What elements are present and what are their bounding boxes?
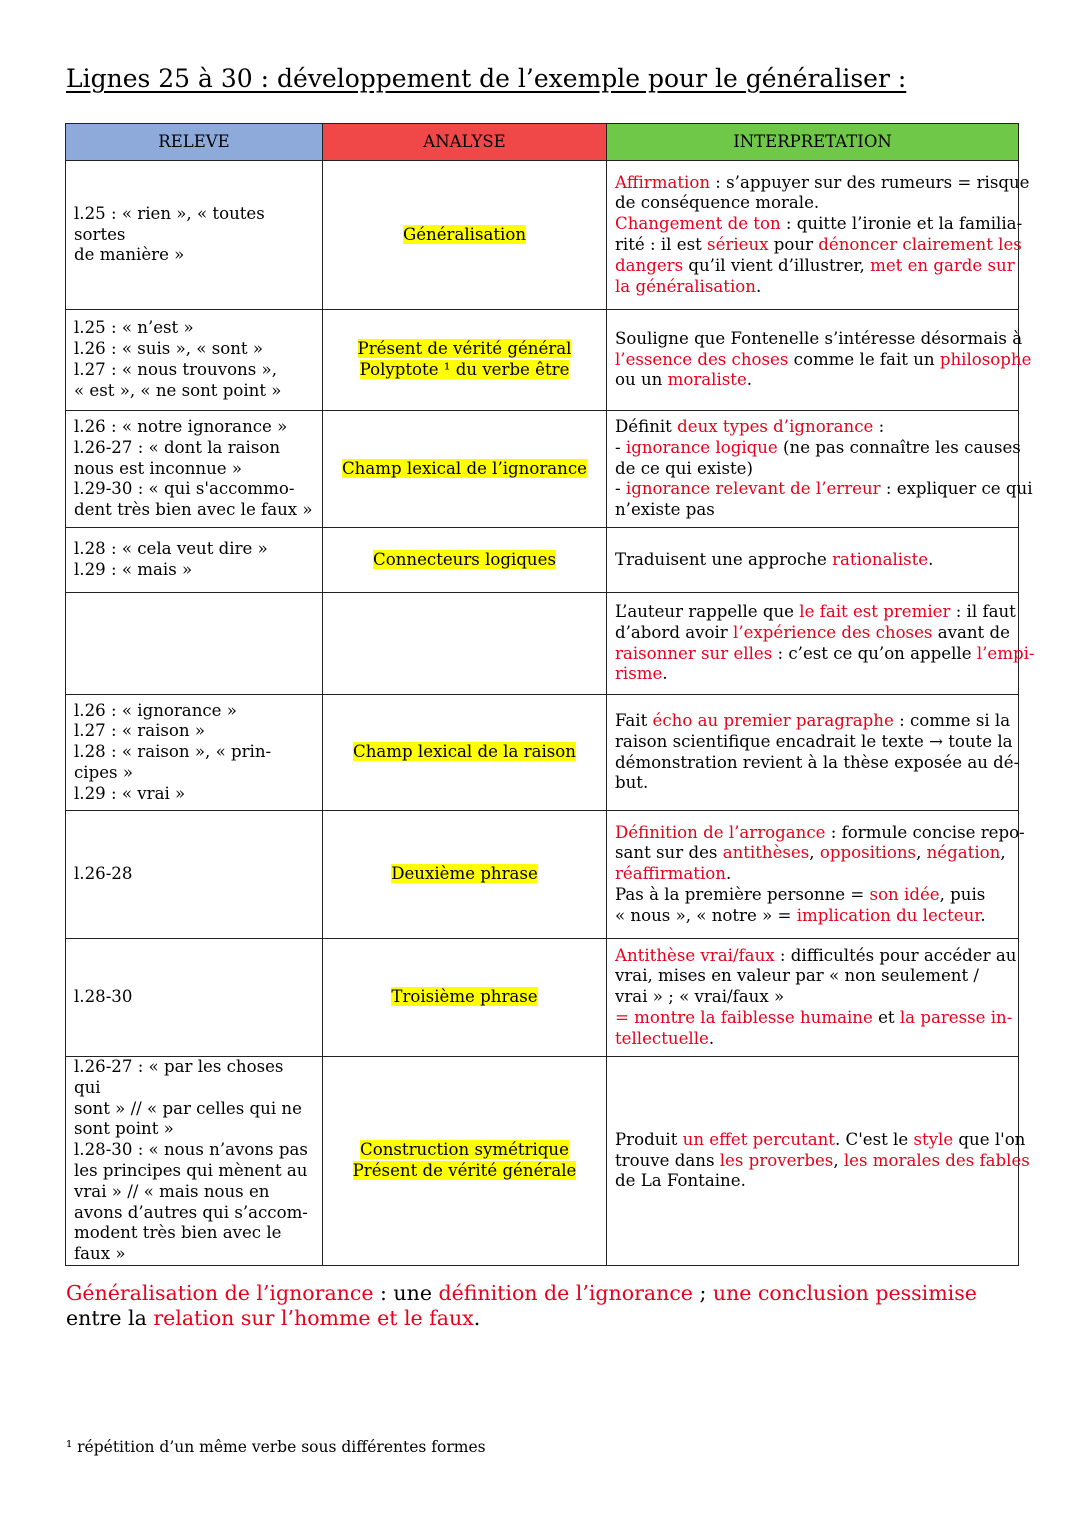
body-text: d’abord avoir xyxy=(615,622,734,642)
releve-line: nous est inconnue » xyxy=(74,458,243,478)
interpretation-line xyxy=(615,328,1023,350)
releve-line: l.29 : « vrai » xyxy=(74,783,186,803)
body-text: : s’appuyer sur des rumeurs = risque xyxy=(710,172,1030,192)
releve-line: faux » xyxy=(74,1244,126,1264)
emphasis-text: deux types d’ignorance xyxy=(677,417,874,436)
table-row xyxy=(66,528,1019,593)
body-text: de La Fontaine. xyxy=(615,1171,746,1191)
table-row xyxy=(66,161,1019,310)
analyse-cell xyxy=(323,593,607,695)
interpretation-line xyxy=(615,664,1010,685)
releve-line: sont point » xyxy=(74,1119,174,1139)
emphasis-text: implication du lecteur xyxy=(796,905,981,925)
body-text: , puis xyxy=(939,884,986,904)
releve-line: l.26-27 : « par les choses qui xyxy=(74,1057,284,1097)
releve-line: « est », « ne sont point » xyxy=(74,380,282,400)
releve-line: cipes » xyxy=(74,762,133,782)
emphasis-text: dénoncer clairement les xyxy=(818,235,1022,254)
body-text: , xyxy=(833,1150,844,1170)
releve-line: modent très bien avec le xyxy=(74,1223,282,1243)
body-text: - xyxy=(615,479,626,499)
emphasis-text: l’expérience des choses xyxy=(733,622,933,642)
interpretation-line xyxy=(615,500,1010,521)
body-text: que l'on xyxy=(953,1129,1026,1149)
interpretation-line xyxy=(615,731,1013,753)
releve-line: l.25 : « rien », « toutes sortes xyxy=(74,203,265,244)
releve-cell xyxy=(66,528,323,593)
emphasis-text: ignorance relevant de l’erreur xyxy=(625,479,881,499)
emphasis-text: l’empi- xyxy=(976,643,1035,663)
table-row xyxy=(66,1057,1019,1266)
body-text: Pas à la première personne = xyxy=(615,884,870,904)
body-text: . xyxy=(708,1028,715,1048)
interpretation-line xyxy=(615,623,1010,644)
interpretation-cell xyxy=(607,310,1032,411)
interpretation-line xyxy=(615,752,1020,774)
interpretation-line xyxy=(615,255,1015,277)
body-text: Définit xyxy=(615,417,678,436)
interpretation-cell xyxy=(607,1057,1030,1266)
body-text: de ce qui existe) xyxy=(615,458,753,478)
body-text: vrai » ; « vrai/faux » xyxy=(615,987,785,1007)
body-text: vrai, mises en valeur par « non seulement / xyxy=(615,966,980,986)
emphasis-text: Affirmation xyxy=(615,172,711,192)
emphasis-text: écho au premier paragraphe xyxy=(652,710,894,730)
body-text: « nous », « notre » = xyxy=(615,905,797,925)
interpretation-line xyxy=(615,459,1010,480)
emphasis-text: risme xyxy=(615,664,663,684)
table-row xyxy=(66,593,1019,695)
emphasis-text: ignorance logique xyxy=(625,437,778,457)
emphasis-text: style xyxy=(913,1129,954,1149)
interpretation-line xyxy=(615,906,1010,927)
body-text: : expliquer ce qui xyxy=(880,479,1033,499)
interpretation-line xyxy=(615,966,1010,987)
body-text: : xyxy=(873,417,885,436)
body-text: : il faut xyxy=(950,601,1016,621)
analyse-cell xyxy=(323,411,607,528)
body-text: pour xyxy=(768,235,819,254)
analyse-label: Connecteurs logiques xyxy=(373,549,556,569)
releve-cell xyxy=(66,695,323,811)
body-text: . C'est le xyxy=(834,1129,914,1149)
releve-line: l.28 : « cela veut dire » xyxy=(74,539,268,559)
releve-cell xyxy=(66,939,323,1057)
body-text: raison scientifique encadrait le texte → toute la xyxy=(615,731,1013,751)
conclusion xyxy=(66,1281,1021,1331)
emphasis-text: la généralisation xyxy=(615,276,756,296)
emphasis-text: Antithèse vrai/faux xyxy=(615,945,775,965)
interpretation-line xyxy=(615,843,1010,864)
body-text: . xyxy=(928,549,934,569)
releve-cell xyxy=(66,411,323,528)
body-text: , xyxy=(916,843,927,863)
body-text: comme le fait un xyxy=(788,349,940,369)
emphasis-text: les morales des fables xyxy=(843,1150,1030,1170)
emphasis-text: réaffirmation xyxy=(615,864,726,884)
body-text: Fait xyxy=(615,710,653,730)
analyse-label: Construction symétrique xyxy=(360,1140,569,1160)
interpretation-cell xyxy=(607,411,1033,528)
body-text: (ne pas connaître les causes xyxy=(777,437,1021,457)
analyse-cell xyxy=(323,1057,607,1266)
releve-line: sont » // « par celles qui ne xyxy=(74,1098,302,1118)
emphasis-text: la paresse in- xyxy=(899,1007,1013,1027)
emphasis-text: Définition de l’arrogance xyxy=(615,822,826,842)
analyse-label: Troisième phrase xyxy=(391,987,538,1007)
releve-line: l.25 : « n’est » xyxy=(74,318,194,338)
body-text: rité : il est xyxy=(615,235,708,254)
interpretation-line xyxy=(615,864,1010,885)
interpretation-cell xyxy=(607,161,1030,310)
body-text: L’auteur rappelle que xyxy=(615,601,800,621)
body-text: trouve dans xyxy=(615,1150,720,1170)
analyse-label: Deuxième phrase xyxy=(391,864,538,884)
emphasis-text: tellectuelle xyxy=(615,1028,709,1048)
releve-line: l.28 : « raison », « prin- xyxy=(74,742,272,762)
releve-line: l.29 : « mais » xyxy=(74,560,193,579)
interpretation-line xyxy=(615,822,1025,844)
body-text: Souligne que Fontenelle s’intéresse désormais à xyxy=(615,328,1023,348)
interpretation-cell xyxy=(607,528,1019,593)
analyse-cell xyxy=(323,695,607,811)
interpretation-line xyxy=(615,945,1017,967)
interpretation-cell xyxy=(607,593,1035,695)
body-text: : difficultés pour accéder au xyxy=(774,945,1017,965)
interpretation-line xyxy=(615,1007,1013,1029)
interpretation-line xyxy=(615,1029,1010,1050)
body-text: de conséquence morale. xyxy=(615,193,820,213)
body-text: ou un xyxy=(615,370,668,390)
header-analyse: ANALYSE xyxy=(323,124,607,161)
interpretation-line xyxy=(615,172,1030,194)
emphasis-text: le fait est premier xyxy=(799,601,951,621)
body-text: Produit xyxy=(615,1129,683,1149)
interpretation-line xyxy=(615,643,1035,665)
releve-line: l.26 : « ignorance » xyxy=(74,700,237,720)
analyse-cell xyxy=(323,528,607,593)
body-text: . xyxy=(980,905,986,925)
releve-line: de manière » xyxy=(74,245,185,265)
body-text: but. xyxy=(615,773,649,793)
releve-cell xyxy=(66,1057,323,1266)
body-text: : c’est ce qu’on appelle xyxy=(772,643,977,663)
releve-cell xyxy=(66,593,323,695)
releve-line: l.28-30 : « nous n’avons pas xyxy=(74,1140,308,1160)
body-text: sant sur des xyxy=(615,843,723,863)
analyse-label: Polyptote ¹ du verbe être xyxy=(359,360,570,379)
table-header-row xyxy=(66,124,1019,161)
releve-cell xyxy=(66,161,323,310)
emphasis-text: dangers xyxy=(615,255,684,275)
releve-cell xyxy=(66,310,323,411)
emphasis-text: rationaliste xyxy=(832,549,929,569)
emphasis-text: oppositions xyxy=(819,843,917,863)
body-text: , xyxy=(1000,843,1006,863)
analyse-label: Champ lexical de l’ignorance xyxy=(341,458,587,478)
emphasis-text: les proverbes xyxy=(719,1150,834,1170)
releve-line: l.26-27 : « dont la raison xyxy=(74,437,281,457)
interpretation-line xyxy=(615,550,1010,571)
body-text: . xyxy=(755,276,762,296)
interpretation-line xyxy=(615,601,1016,623)
body-text: démonstration revient à la thèse exposée au dé- xyxy=(615,752,1020,772)
table-row xyxy=(66,939,1019,1057)
body-text: avant de xyxy=(932,622,1010,642)
interpretation-line xyxy=(615,417,1010,438)
conclusion-emphasis: Généralisation de l’ignorance xyxy=(66,1281,374,1305)
releve-line: l.26 : « suis », « sont » xyxy=(74,339,263,359)
analyse-label: Présent de vérité général xyxy=(357,339,572,359)
body-text: n’existe pas xyxy=(615,500,715,520)
interpretation-line xyxy=(615,1129,1026,1151)
emphasis-text: = montre la faiblesse humaine xyxy=(615,1007,873,1027)
table-row xyxy=(66,310,1019,411)
emphasis-text: son idée xyxy=(869,884,940,904)
releve-line: l.26-28 xyxy=(74,864,133,884)
body-text: : comme si la xyxy=(893,710,1011,730)
footnote: ¹ répétition d’un même verbe sous différentes formes xyxy=(66,1438,486,1456)
releve-line: l.26 : « notre ignorance » xyxy=(74,417,288,436)
interpretation-line xyxy=(615,437,1021,459)
interpretation-cell xyxy=(607,695,1019,811)
interpretation-line xyxy=(615,1150,1030,1172)
interpretation-line xyxy=(615,214,1023,235)
interpretation-cell xyxy=(607,811,1025,939)
interpretation-line xyxy=(615,885,1010,906)
interpretation-line xyxy=(615,987,1010,1008)
body-text: Traduisent une approche xyxy=(615,549,833,569)
releve-line: l.29-30 : « qui s'accommo- xyxy=(74,479,295,499)
emphasis-text: moraliste xyxy=(667,370,747,390)
interpretation-line xyxy=(615,773,1010,794)
body-text: : formule concise repo- xyxy=(825,822,1025,842)
body-text: . xyxy=(662,664,668,684)
body-text: , xyxy=(809,843,820,863)
interpretation-line xyxy=(615,235,1022,256)
releve-line: l.27 : « raison » xyxy=(74,721,206,741)
analyse-label: Généralisation xyxy=(402,224,527,244)
page-title: Lignes 25 à 30 : développement de l’exemple pour le généraliser : xyxy=(66,64,907,93)
interpretation-line xyxy=(615,370,1010,391)
emphasis-text: met en garde sur xyxy=(870,255,1015,275)
body-text: . xyxy=(725,864,732,884)
interpretation-line xyxy=(615,277,1010,298)
emphasis-text: l’essence des choses xyxy=(615,349,789,369)
interpretation-line xyxy=(615,349,1032,371)
emphasis-text: sérieux xyxy=(707,235,769,254)
conclusion-text: ; xyxy=(692,1281,713,1305)
analyse-cell xyxy=(323,161,607,310)
body-text: - xyxy=(615,437,626,457)
analysis-table xyxy=(65,123,1035,1266)
interpretation-line xyxy=(615,1171,1010,1192)
releve-cell xyxy=(66,811,323,939)
interpretation-cell xyxy=(607,939,1019,1057)
interpretation-line xyxy=(615,479,1033,500)
releve-line: l.28-30 xyxy=(74,987,133,1007)
analyse-cell xyxy=(323,939,607,1057)
emphasis-text: antithèses xyxy=(722,843,810,863)
emphasis-text: raisonner sur elles xyxy=(615,643,773,663)
header-interpretation: INTERPRETATION xyxy=(607,124,1019,161)
releve-line: l.27 : « nous trouvons », xyxy=(74,360,277,379)
releve-line: dent très bien avec le faux » xyxy=(74,500,313,520)
emphasis-text: un effet percutant xyxy=(682,1129,835,1149)
conclusion-emphasis: relation sur l’homme et le faux xyxy=(153,1306,474,1330)
body-text: : quitte l’ironie et la familia- xyxy=(780,214,1023,234)
conclusion-emphasis: définition de l’ignorance xyxy=(438,1281,693,1305)
analyse-label: Champ lexical de la raison xyxy=(353,742,576,762)
body-text: et xyxy=(872,1007,900,1027)
table-row xyxy=(66,811,1019,939)
analyse-label: Présent de vérité générale xyxy=(352,1160,577,1180)
releve-line: avons d’autres qui s’accom- xyxy=(74,1202,308,1222)
analyse-cell xyxy=(323,310,607,411)
table-row xyxy=(66,411,1019,528)
body-text: . xyxy=(746,370,753,390)
header-releve: RELEVE xyxy=(66,124,323,161)
emphasis-text: négation xyxy=(926,843,1001,863)
interpretation-line xyxy=(615,193,1010,214)
conclusion-text: . xyxy=(473,1306,481,1330)
body-text: qu’il vient d’illustrer, xyxy=(683,255,871,275)
interpretation-line xyxy=(615,711,1010,732)
conclusion-emphasis: une conclusion pessimise xyxy=(712,1281,977,1305)
conclusion-text: : une xyxy=(373,1281,439,1305)
releve-line: les principes qui mènent au xyxy=(74,1160,308,1180)
emphasis-text: philosophe xyxy=(939,349,1032,369)
releve-line: vrai » // « mais nous en xyxy=(74,1181,270,1201)
table-row xyxy=(66,695,1019,811)
conclusion-text: entre la xyxy=(66,1306,154,1330)
analyse-cell xyxy=(323,811,607,939)
emphasis-text: Changement de ton xyxy=(615,214,781,234)
